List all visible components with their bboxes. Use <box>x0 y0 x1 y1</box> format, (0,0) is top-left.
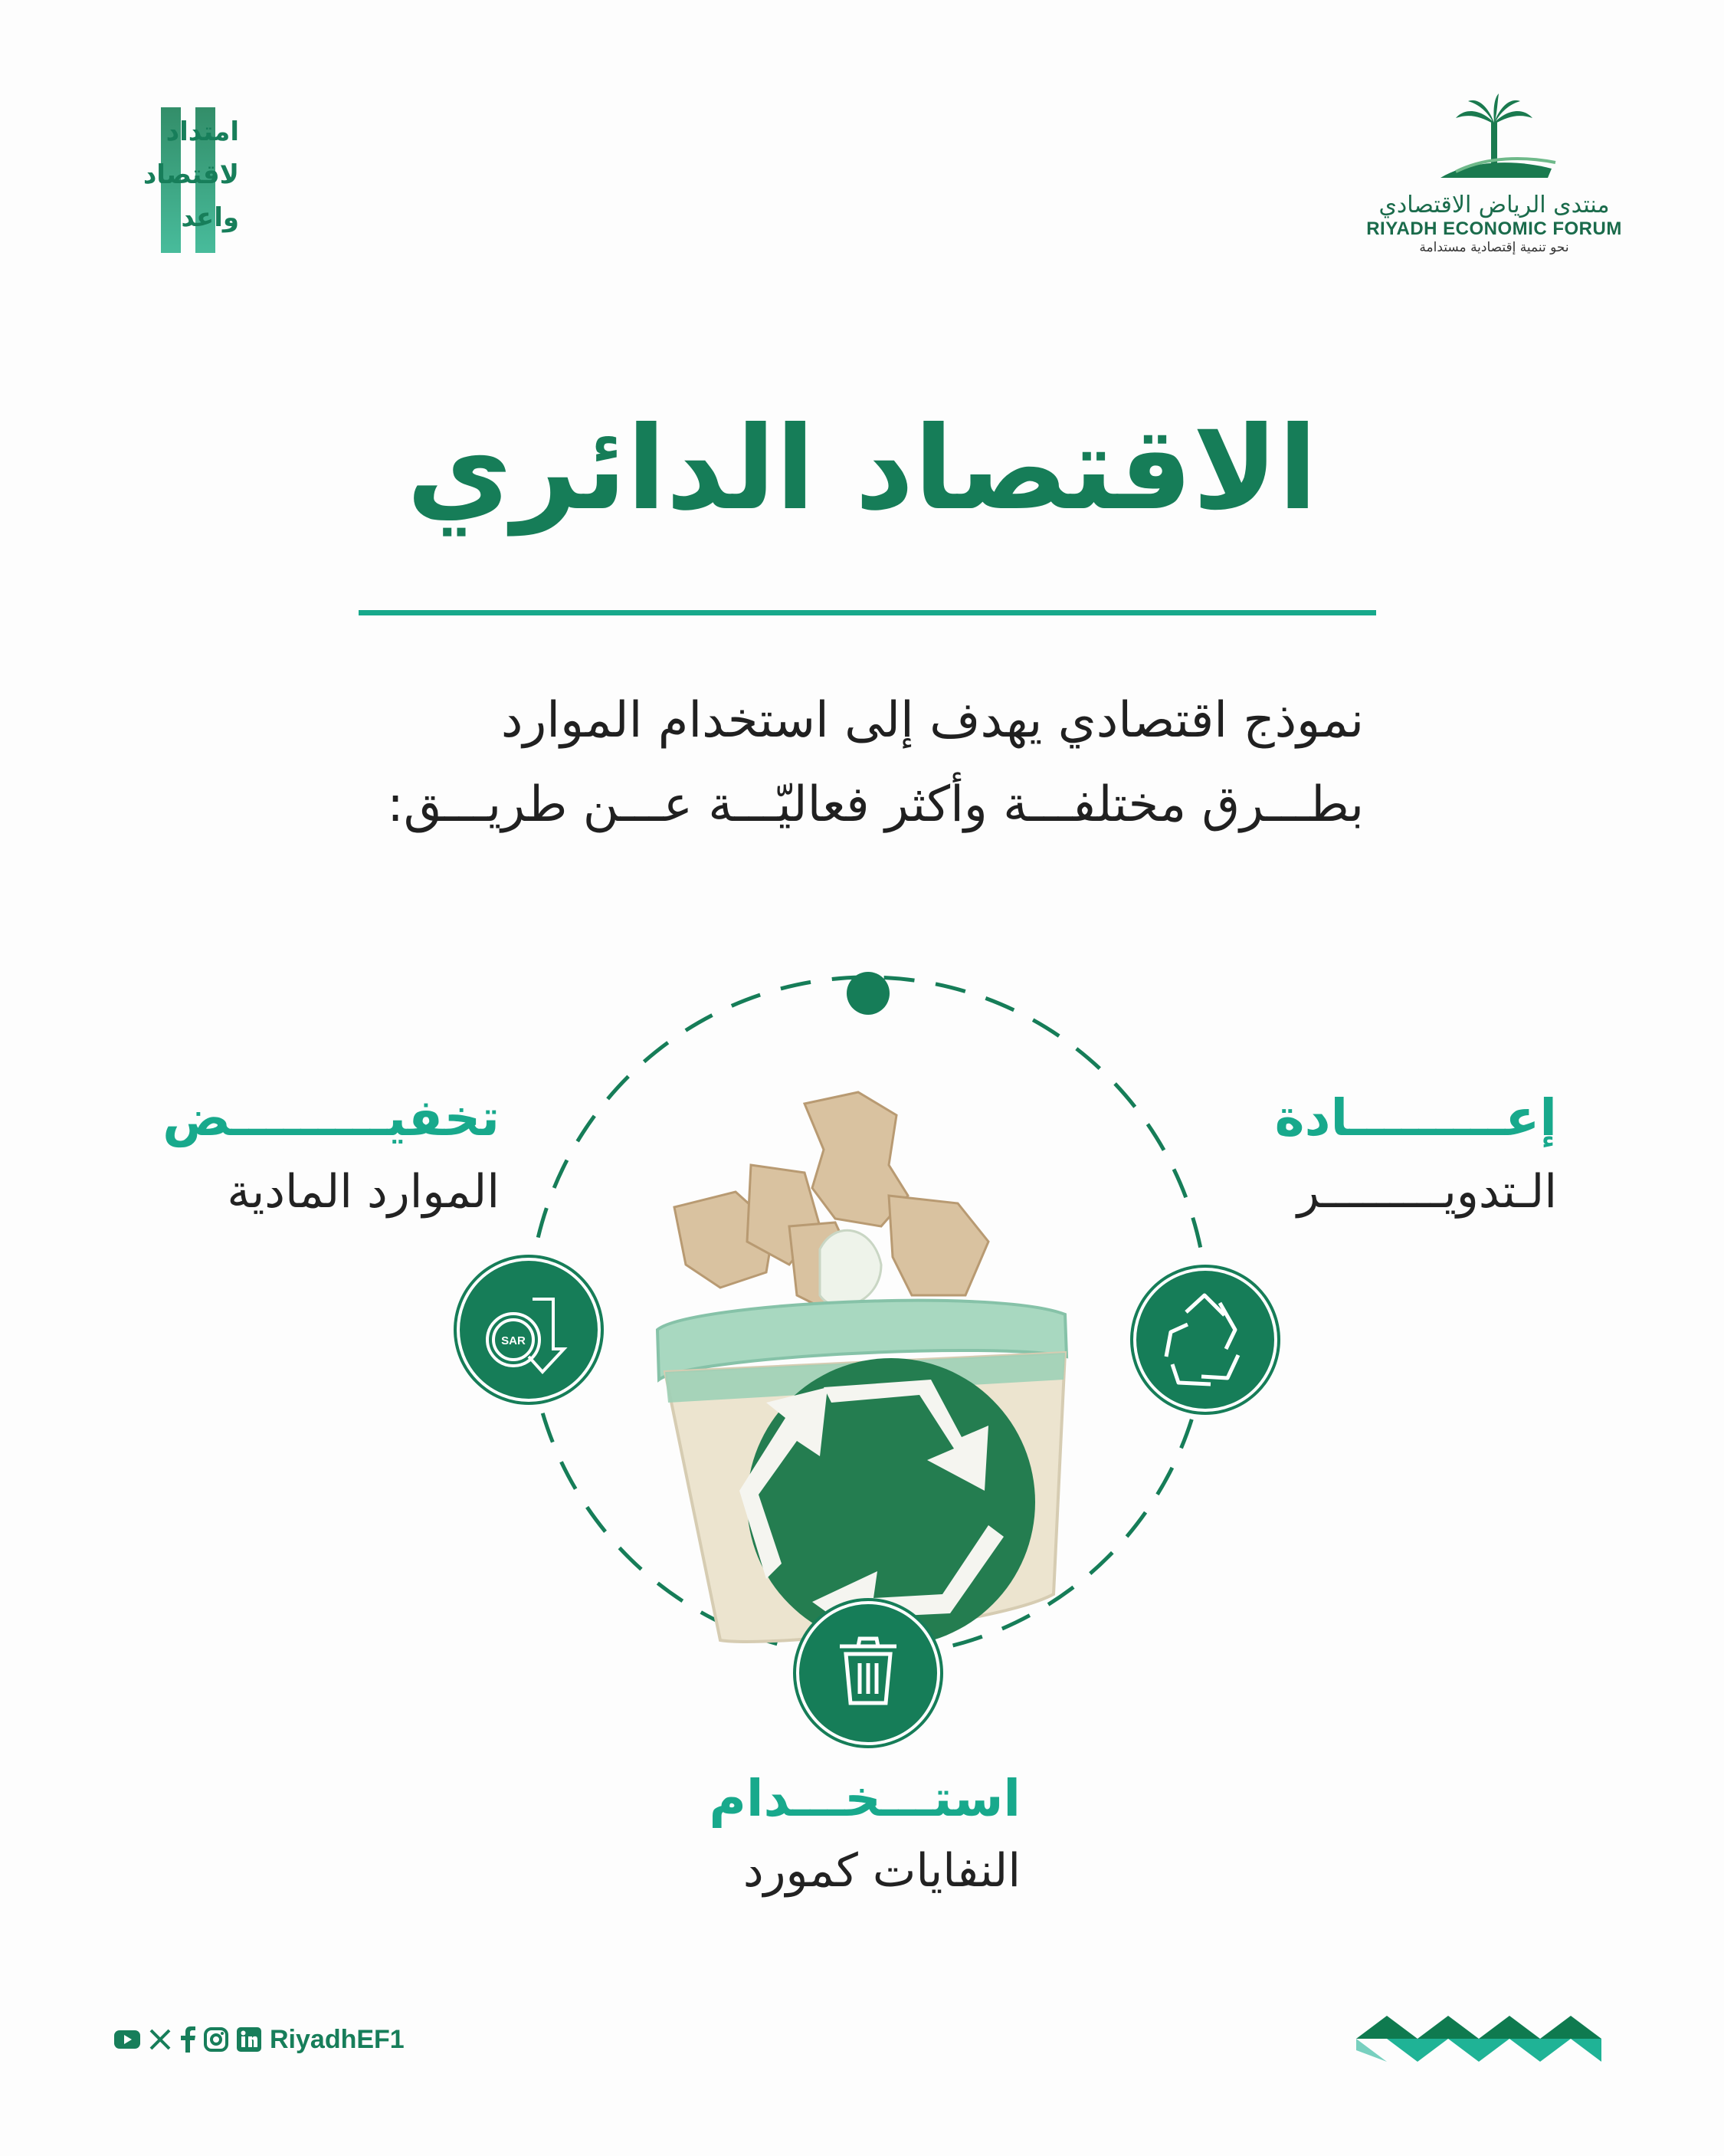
facebook-icon[interactable] <box>179 2026 196 2053</box>
forum-tagline: نحو تنمية إقتصادية مستدامة <box>1419 240 1569 255</box>
triangle-pattern-decoration <box>1356 2004 1617 2073</box>
reduce-subtitle: الموارد المادية <box>227 1165 500 1219</box>
waste-use-subtitle: النفايات كمورد <box>742 1844 1021 1898</box>
social-links <box>113 2024 405 2055</box>
youtube-icon[interactable] <box>113 2030 141 2049</box>
recycling-subtitle: الـتدويـــــــــر <box>1296 1165 1557 1219</box>
hashtag-line-3: واعد <box>181 202 239 233</box>
forum-name-arabic: منتدى الرياض الاقتصادي <box>1378 192 1610 218</box>
intro-line-2: بطـــرق مختلفـــة وأكثر فعاليّـــة عـــن طريـــق: <box>387 776 1364 833</box>
sar-icon-text: SAR <box>501 1334 526 1347</box>
intro-line-1: نموذج اقتصادي يهدف إلى استخدام الموارد <box>500 692 1364 749</box>
waste-use-title: استـــخـــدام <box>709 1769 1021 1828</box>
forum-name-english: RIYADH ECONOMIC FORUM <box>1366 218 1622 239</box>
hashtag-line-2: لاقتصاد <box>143 159 239 190</box>
social-handle[interactable]: RiyadhEF1 <box>270 2024 405 2054</box>
page-title: الاقتصاد الدائري <box>406 402 1318 536</box>
waste-as-resource-icon-circle <box>793 1598 943 1748</box>
recycling-icon-circle <box>1130 1265 1280 1415</box>
hashtag-line-1: امتداد <box>166 116 239 147</box>
reduce-resources-icon-circle <box>454 1255 604 1405</box>
x-icon[interactable] <box>149 2028 172 2051</box>
recycling-title: إعـــــــــادة <box>1274 1088 1557 1147</box>
linkedin-icon[interactable] <box>236 2026 262 2053</box>
reduce-title: تخفيـــــــــض <box>162 1088 500 1147</box>
recycle-bin-illustration <box>657 1092 1067 1646</box>
cycle-start-dot <box>847 972 890 1015</box>
instagram-icon[interactable] <box>204 2027 228 2052</box>
